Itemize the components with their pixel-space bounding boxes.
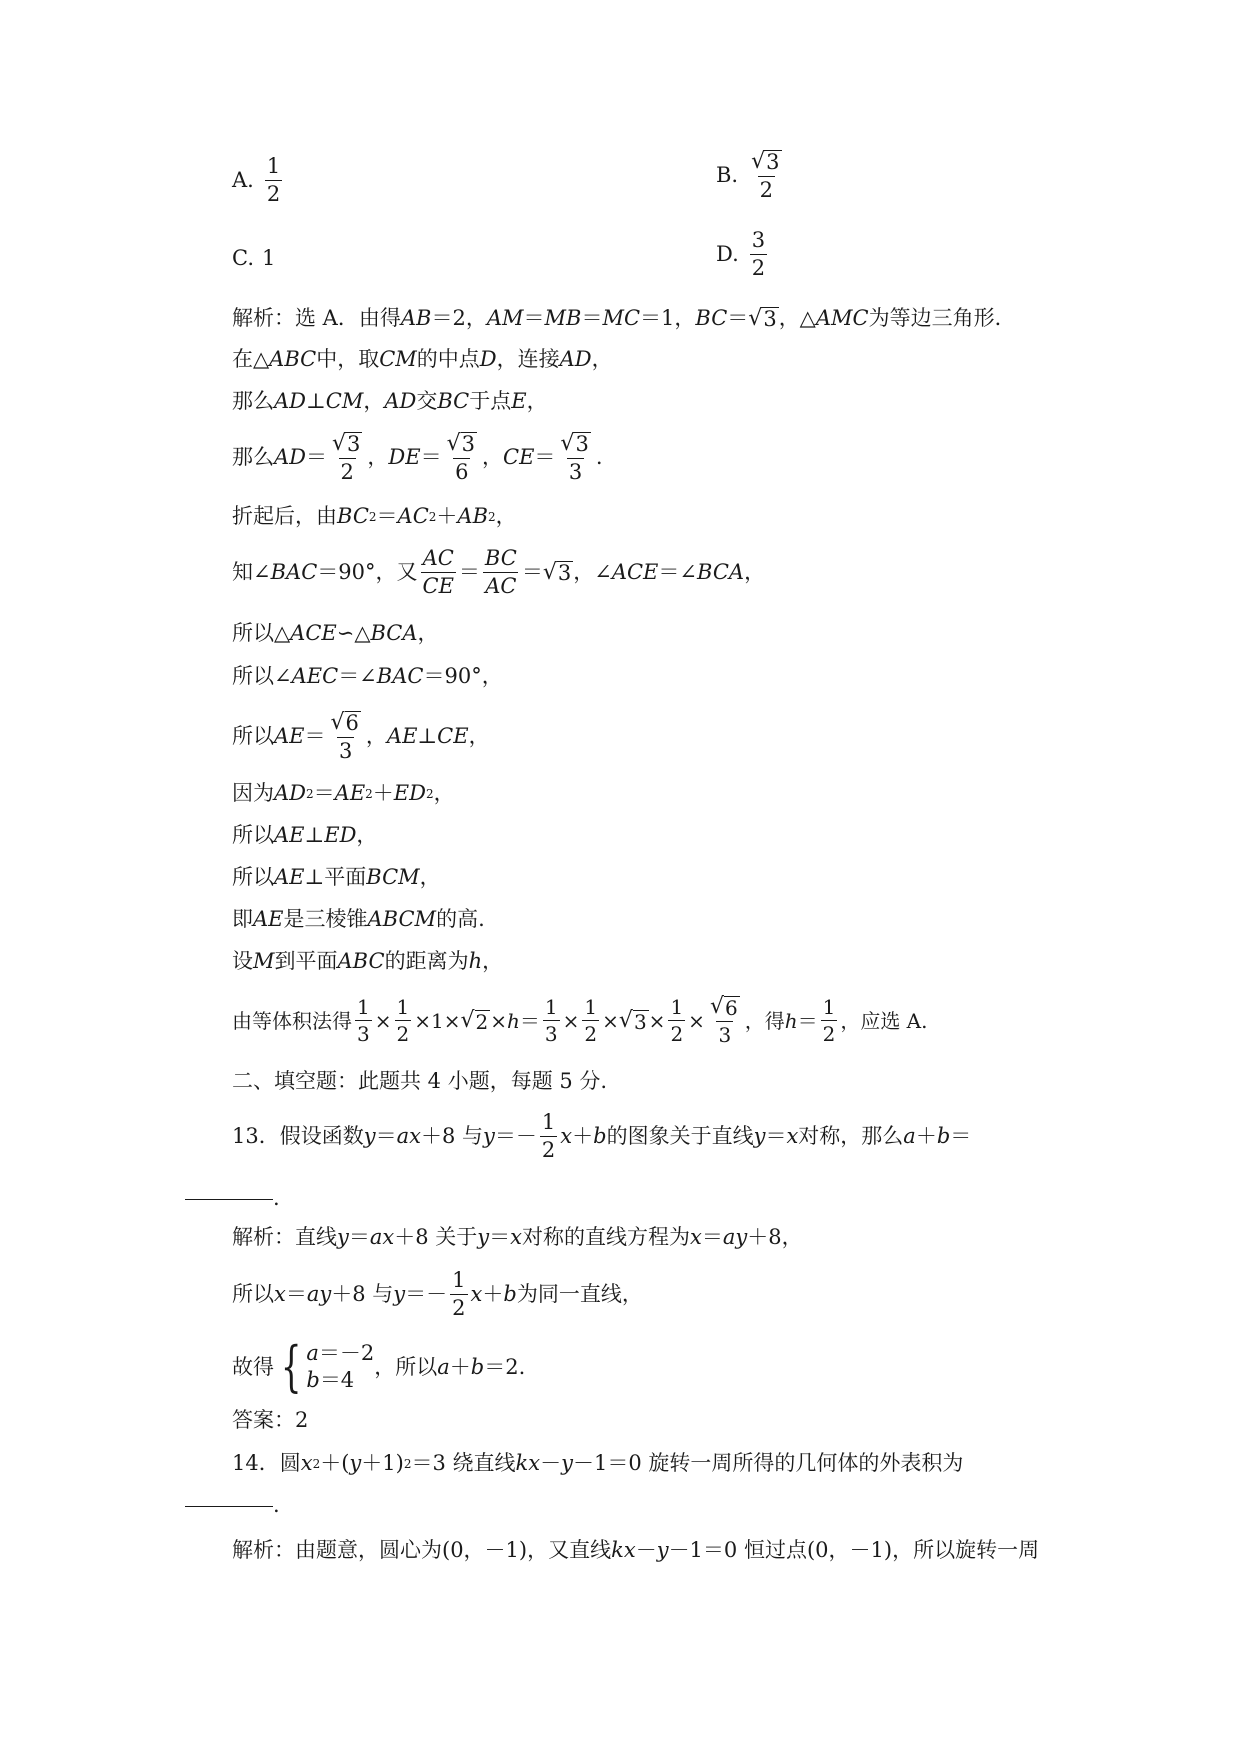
solution-line: 故得 { a＝－2 b＝4 ，所以 a ＋ b ＝2. bbox=[232, 1335, 526, 1398]
solution-line: 解析：由题意，圆心为(0，－1)，又直线 kx － y －1＝0 恒过点(0，－1)，所以旋转一周 bbox=[232, 1538, 1040, 1562]
fraction: $\frac{1}{2}$ bbox=[541, 1110, 556, 1162]
solution-line: 解析：直线 y ＝ ax ＋8 关于 y ＝ x 对称的直线方程为 x ＝ ay ＋8， bbox=[232, 1225, 803, 1249]
solution-line: 那么 AD ⊥ CM ， AD 交 BC 于点 E ， bbox=[232, 389, 548, 413]
fraction: $\frac{1}{2}$ bbox=[452, 1268, 466, 1320]
solution-line: 因为 AD 2 ＝ AE 2 ＋ ED 2 ， bbox=[232, 781, 455, 805]
equation-system: { a＝－2 b＝4 bbox=[280, 1335, 375, 1398]
fraction: √ 3 3 bbox=[560, 431, 589, 484]
fraction: $\frac{AC}{CE}$ bbox=[422, 546, 454, 598]
fraction: $\frac{3}{2}$ bbox=[751, 228, 766, 280]
solution-line: 即 AE 是三棱锥 A BCM 的高. bbox=[232, 907, 485, 931]
solution-line: 由等体积法得 $\frac{1}{3}$ × $\frac{1}{2}$ ×1× √ 2 × h ＝ $\frac{1}{3}$ × $\frac{1}{2}$ × √ 3 × $\frac{1}{2}$ × √ 6 3 ，得 h ＝ $\frac{1}{2}$ ，应选 A. bbox=[232, 994, 928, 1047]
answer-blank: . bbox=[185, 1495, 280, 1516]
option-d: D. $\frac{3}{2}$ bbox=[716, 228, 766, 280]
solution-line: 所以 AE ⊥平面 BCM ， bbox=[232, 865, 441, 889]
question-14: 14．圆 x 2 ＋( y ＋1) 2 ＝3 绕直线 kx － y －1＝0 旋转一周所得的几何体的外表积为 bbox=[232, 1451, 964, 1475]
fraction: √ 6 3 bbox=[330, 710, 359, 763]
fraction: $\frac{1}{2}$ bbox=[584, 995, 598, 1046]
solution-line: 折起后，由 BC 2 ＝ AC 2 ＋ AB 2 ， bbox=[232, 504, 517, 528]
fraction: $\frac{1}{2}$ bbox=[822, 995, 836, 1046]
fraction: $\frac{1}{2}$ bbox=[670, 995, 684, 1046]
fraction: $\frac{1}{2}$ bbox=[266, 154, 281, 206]
option-a: A. $\frac{1}{2}$ bbox=[232, 154, 281, 206]
fraction: $\frac{BC}{AC}$ bbox=[484, 546, 517, 598]
sqrt: √ 3 bbox=[748, 306, 777, 331]
sqrt: √ 3 bbox=[751, 149, 780, 174]
answer-line: 答案：2 bbox=[232, 1408, 309, 1432]
solution-line: 所以 x ＝ ay ＋8 与 y ＝－ $\frac{1}{2}$ x ＋ b 为同一直线， bbox=[232, 1268, 643, 1320]
answer-blank-line bbox=[185, 1198, 273, 1200]
solution-line: 知∠ BAC ＝90°，又 $\frac{AC}{CE}$ ＝ $\frac{BC}{AC}$ ＝ √ 3 ，∠ ACE ＝∠ BCA ， bbox=[232, 546, 766, 598]
option-b: B. √ 3 2 bbox=[716, 150, 787, 201]
answer-blank-line bbox=[185, 1505, 273, 1507]
solution-line: 所以 AE ＝ √ 6 3 ， AE ⊥ CE ， bbox=[232, 710, 490, 763]
solution-line: 解析：选 A．由得 AB ＝2， AM ＝ MB ＝ MC ＝1， BC ＝ √ 3 ，△ AMC 为等边三角形． bbox=[232, 306, 1016, 331]
fraction: $\frac{1}{2}$ bbox=[396, 995, 410, 1046]
solution-line: 所以△ ACE ∽△ BCA ， bbox=[232, 621, 439, 645]
fraction: √ 3 6 bbox=[446, 431, 475, 484]
solution-line: 所以 AE ⊥ ED ， bbox=[232, 823, 378, 847]
answer-blank: . bbox=[185, 1188, 280, 1209]
solution-line: 设 M 到平面 ABC 的距离为 h ， bbox=[232, 949, 504, 973]
fraction: √ 3 2 bbox=[332, 431, 361, 484]
fraction: $\frac{1}{3}$ bbox=[544, 995, 558, 1046]
section-heading: 二、填空题：此题共 4 小题，每题 5 分. bbox=[232, 1069, 608, 1093]
solution-line: 所以∠ AEC ＝∠ BAC ＝90°， bbox=[232, 664, 503, 688]
question-13: 13．假设函数 y ＝ ax ＋8 与 y ＝－ $\frac{1}{2}$ x ＋ b 的图象关于直线 y ＝ x 对称，那么 a ＋ b ＝ bbox=[232, 1110, 972, 1162]
solution-line: 在△ ABC 中，取 CM 的中点 D ，连接 AD ， bbox=[232, 347, 613, 371]
fraction: √ 3 2 bbox=[751, 149, 780, 202]
fraction: √ 6 3 bbox=[709, 994, 738, 1047]
option-c: C. 1 bbox=[232, 246, 276, 270]
fraction: $\frac{1}{3}$ bbox=[357, 995, 370, 1046]
solution-line: 那么 AD ＝ √ 3 2 ， DE ＝ √ 3 6 ， CE ＝ √ 3 3 . bbox=[232, 431, 603, 484]
